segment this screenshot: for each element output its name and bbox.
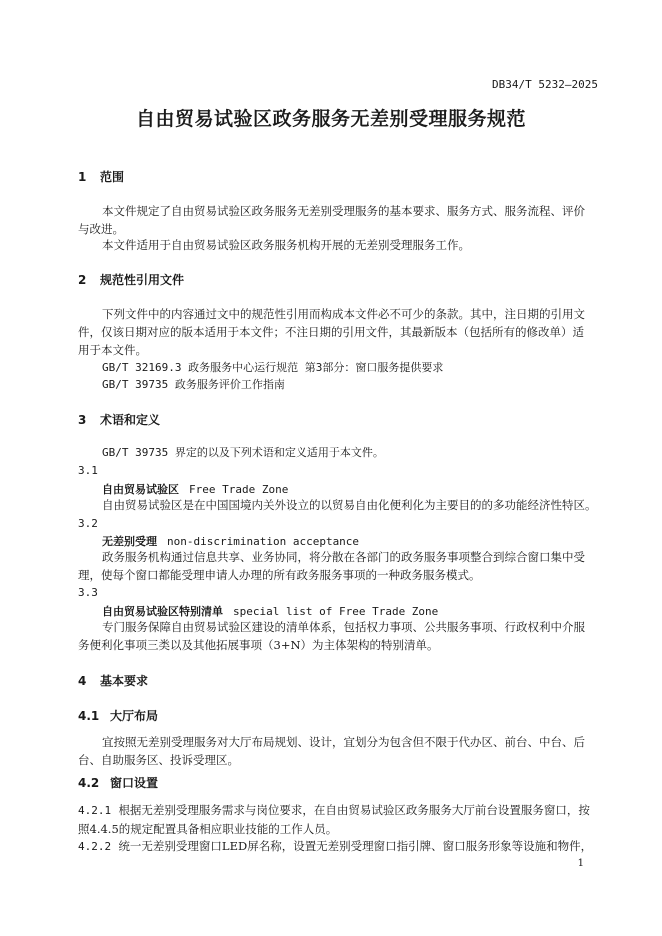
section-heading-4: 4 基本要求 — [78, 674, 149, 688]
term-3-3: 自由贸易试验区特别清单 special list of Free Trade Zone — [102, 605, 439, 618]
reference-item-1: GB/T 32169.3 政务服务中心运行规范 第3部分：窗口服务提供要求 — [102, 361, 444, 374]
reference-item-2: GB/T 39735 政务服务评价工作指南 — [102, 378, 285, 391]
subsection-heading-4-1: 4.1 大厅布局 — [78, 709, 159, 723]
term-number-3-3: 3.3 — [78, 586, 98, 599]
section-heading-1: 1 范围 — [78, 170, 125, 184]
paragraph-scope-1: 本文件规定了自由贸易试验区政务服务无差别受理服务的基本要求、服务方式、服务流程、评价与改进。 — [78, 204, 585, 236]
terms-intro: GB/T 39735 界定的以及下列术语和定义适用于本文件。 — [102, 446, 384, 459]
term-number-3-1: 3.1 — [78, 464, 98, 477]
term-definition-3-3: 专门服务保障自由贸易试验区建设的清单体系，包括权力事项、公共服务事项、行政权利中介服务便利化事项三类以及其他拓展事项（3+N）为主体架构的特别清单。 — [78, 620, 585, 652]
section-heading-2: 2 规范性引用文件 — [78, 273, 185, 287]
page-number: 1 — [577, 858, 584, 869]
subsection-heading-4-2: 4.2 窗口设置 — [78, 776, 159, 790]
term-number-3-2: 3.2 — [78, 517, 98, 530]
term-definition-3-2: 政务服务机构通过信息共享、业务协同，将分散在各部门的政务服务事项整合到综合窗口集中受理，使每个窗口都能受理申请人办理的所有政务服务事项的一种政务服务模式。 — [78, 550, 585, 582]
term-3-2: 无差别受理 non-discrimination acceptance — [102, 535, 360, 548]
term-3-1: 自由贸易试验区 Free Trade Zone — [102, 483, 289, 496]
document-title: 自由贸易试验区政务服务无差别受理服务规范 — [135, 108, 526, 130]
term-definition-3-1: 自由贸易试验区是在中国国境内关外设立的以贸易自由化便利化为主要目的的多功能经济性特区。 — [102, 498, 597, 512]
clause-4-2-2: 4.2.2 统一无差别受理窗口LED屏名称，设置无差别受理窗口指引牌、窗口服务形象等设施和物件， — [78, 839, 593, 853]
paragraph-hall-layout: 宜按照无差别受理服务对大厅布局规划、设计，宜划分为包含但不限于代办区、前台、中台、后台、自助服务区、投诉受理区。 — [78, 735, 585, 767]
section-heading-3: 3 术语和定义 — [78, 413, 161, 427]
clause-4-2-1: 4.2.1 根据无差别受理服务需求与岗位要求，在自由贸易试验区政务服务大厅前台设置服务窗口，按照4.4.5的规定配置具备相应职业技能的工作人员。 — [78, 803, 590, 836]
document-number: DB34/T 5232—2025 — [492, 78, 598, 91]
paragraph-normative-refs: 下列文件中的内容通过文中的规范性引用而构成本文件必不可少的条款。其中，注日期的引用文件，仅该日期对应的版本适用于本文件；不注日期的引用文件，其最新版本（包括所有的修改单）适用于本文件。 — [78, 307, 585, 357]
paragraph-scope-2: 本文件适用于自由贸易试验区政务服务机构开展的无差别受理服务工作。 — [102, 238, 470, 252]
